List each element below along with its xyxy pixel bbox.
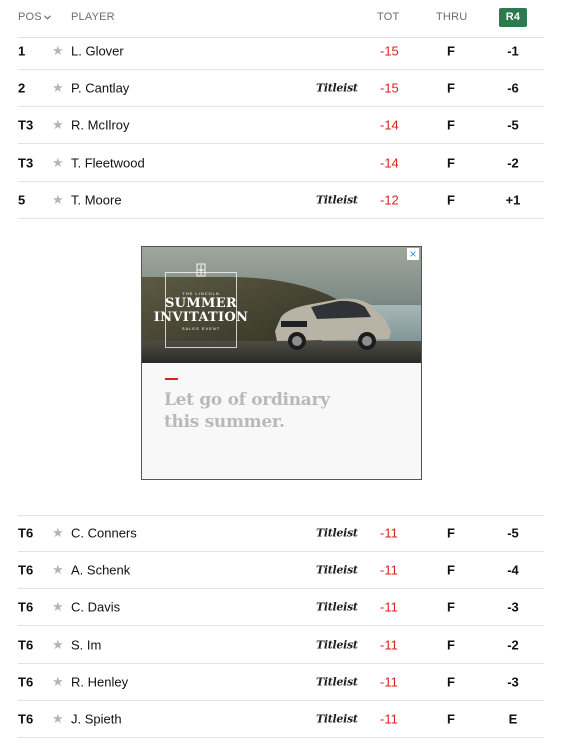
titleist-logo: Titleist [316, 712, 358, 726]
round-4-badge[interactable]: R4 [499, 8, 527, 27]
player-name[interactable]: L. Glover [71, 43, 124, 59]
total-column-label: TOT [377, 11, 400, 23]
player-row[interactable] [18, 145, 544, 182]
total-score: -14 [380, 117, 399, 133]
thru-status: F [447, 192, 455, 208]
suv-car-image [267, 291, 397, 353]
total-score: -14 [380, 155, 399, 171]
thru-status: F [447, 155, 455, 171]
player-name[interactable]: C. Conners [71, 525, 137, 541]
position: 5 [18, 192, 26, 208]
titleist-logo: Titleist [316, 193, 358, 207]
favorite-star-icon[interactable]: ★ [52, 154, 64, 170]
player-row[interactable] [18, 589, 544, 626]
total-score: -11 [380, 525, 398, 541]
player-name[interactable]: R. McIlroy [71, 117, 130, 133]
total-score: -11 [380, 711, 398, 727]
ad-event: SALES EVENT [181, 326, 221, 331]
thru-status: F [447, 599, 455, 615]
player-row[interactable] [18, 107, 544, 144]
total-score: -11 [380, 599, 398, 615]
position: T6 [18, 637, 34, 653]
player-row[interactable] [18, 33, 544, 70]
favorite-star-icon[interactable]: ★ [52, 673, 64, 689]
position: T6 [18, 599, 34, 615]
player-name[interactable]: J. Spieth [71, 711, 122, 727]
ad-accent-dash [165, 378, 178, 380]
total-score: -15 [380, 43, 399, 59]
player-row[interactable] [18, 515, 544, 552]
ad-tagline-line-2: this summer. [164, 412, 285, 432]
thru-status: F [447, 43, 455, 59]
round-4-score: -4 [507, 562, 519, 578]
player-row[interactable] [18, 664, 544, 701]
titleist-logo: Titleist [316, 563, 358, 577]
advertisement-banner[interactable] [141, 246, 422, 480]
ad-headline [152, 297, 250, 325]
titleist-logo: Titleist [316, 81, 358, 95]
player-name[interactable]: T. Moore [71, 192, 122, 208]
ad-close-icon[interactable]: × [407, 248, 419, 260]
round-4-score: E [508, 711, 518, 727]
round-4-score: -3 [507, 599, 519, 615]
round-4-score: -2 [507, 637, 519, 653]
thru-status: F [447, 80, 455, 96]
player-row[interactable] [18, 701, 544, 738]
total-score: -11 [380, 674, 398, 690]
player-row[interactable] [18, 70, 544, 107]
round-4-score: +1 [505, 192, 521, 208]
favorite-star-icon[interactable]: ★ [52, 525, 64, 540]
player-name[interactable]: T. Fleetwood [71, 155, 145, 171]
titleist-logo: Titleist [316, 526, 358, 540]
favorite-star-icon[interactable]: ★ [52, 599, 64, 615]
player-name[interactable]: A. Schenk [71, 562, 131, 578]
sort-by-position-button[interactable] [18, 11, 51, 23]
titleist-logo: Titleist [316, 638, 358, 652]
titleist-logo: Titleist [316, 600, 358, 614]
total-score: -15 [380, 80, 399, 96]
total-score: -12 [380, 192, 399, 208]
round-4-score: -3 [507, 674, 519, 690]
ad-tagline-line-1: Let go of ordinary [164, 390, 330, 410]
player-row[interactable] [18, 552, 544, 589]
thru-status: F [447, 637, 455, 653]
round-4-score: -6 [507, 80, 519, 96]
favorite-star-icon[interactable]: ★ [52, 80, 64, 96]
thru-column-label: THRU [436, 11, 468, 23]
round-4-score: -1 [507, 43, 519, 59]
position: 1 [18, 43, 26, 59]
player-name[interactable]: R. Henley [71, 674, 129, 690]
round-4-score: -5 [507, 525, 519, 541]
favorite-star-icon[interactable]: ★ [52, 117, 64, 133]
position: T6 [18, 711, 34, 727]
player-row[interactable] [18, 182, 544, 219]
pos-column-label: POS [18, 11, 42, 23]
thru-status: F [447, 674, 455, 690]
round-4-score: -5 [507, 117, 519, 133]
position: T6 [18, 562, 34, 578]
thru-status: F [447, 525, 455, 541]
thru-status: F [447, 117, 455, 133]
total-score: -11 [380, 637, 398, 653]
ad-headline-line-2: INVITATION [153, 310, 249, 325]
player-name[interactable]: S. Im [71, 637, 102, 653]
ad-headline-line-1: SUMMER [164, 296, 238, 311]
lincoln-star-logo [196, 263, 206, 277]
position: 2 [18, 80, 26, 96]
chevron-down-icon [44, 15, 51, 20]
position: T6 [18, 525, 34, 541]
thru-status: F [447, 562, 455, 578]
position: T6 [18, 674, 34, 690]
player-row[interactable] [18, 627, 544, 664]
thru-status: F [447, 711, 455, 727]
ad-tagline [164, 389, 404, 433]
round-4-score: -2 [507, 155, 519, 171]
ad-image [142, 247, 421, 363]
favorite-star-icon[interactable]: ★ [52, 43, 64, 58]
player-name[interactable]: C. Davis [71, 599, 121, 615]
player-name[interactable]: P. Cantlay [71, 80, 130, 96]
position: T3 [18, 155, 34, 171]
player-column-label: PLAYER [71, 11, 115, 23]
favorite-star-icon[interactable]: ★ [52, 711, 64, 726]
favorite-star-icon[interactable]: ★ [52, 562, 64, 578]
ad-brand: THE LINCOLN [182, 291, 220, 296]
favorite-star-icon[interactable]: ★ [52, 636, 64, 652]
position: T3 [18, 117, 34, 133]
titleist-logo: Titleist [316, 675, 358, 689]
total-score: -11 [380, 562, 398, 578]
favorite-star-icon[interactable]: ★ [52, 191, 64, 207]
